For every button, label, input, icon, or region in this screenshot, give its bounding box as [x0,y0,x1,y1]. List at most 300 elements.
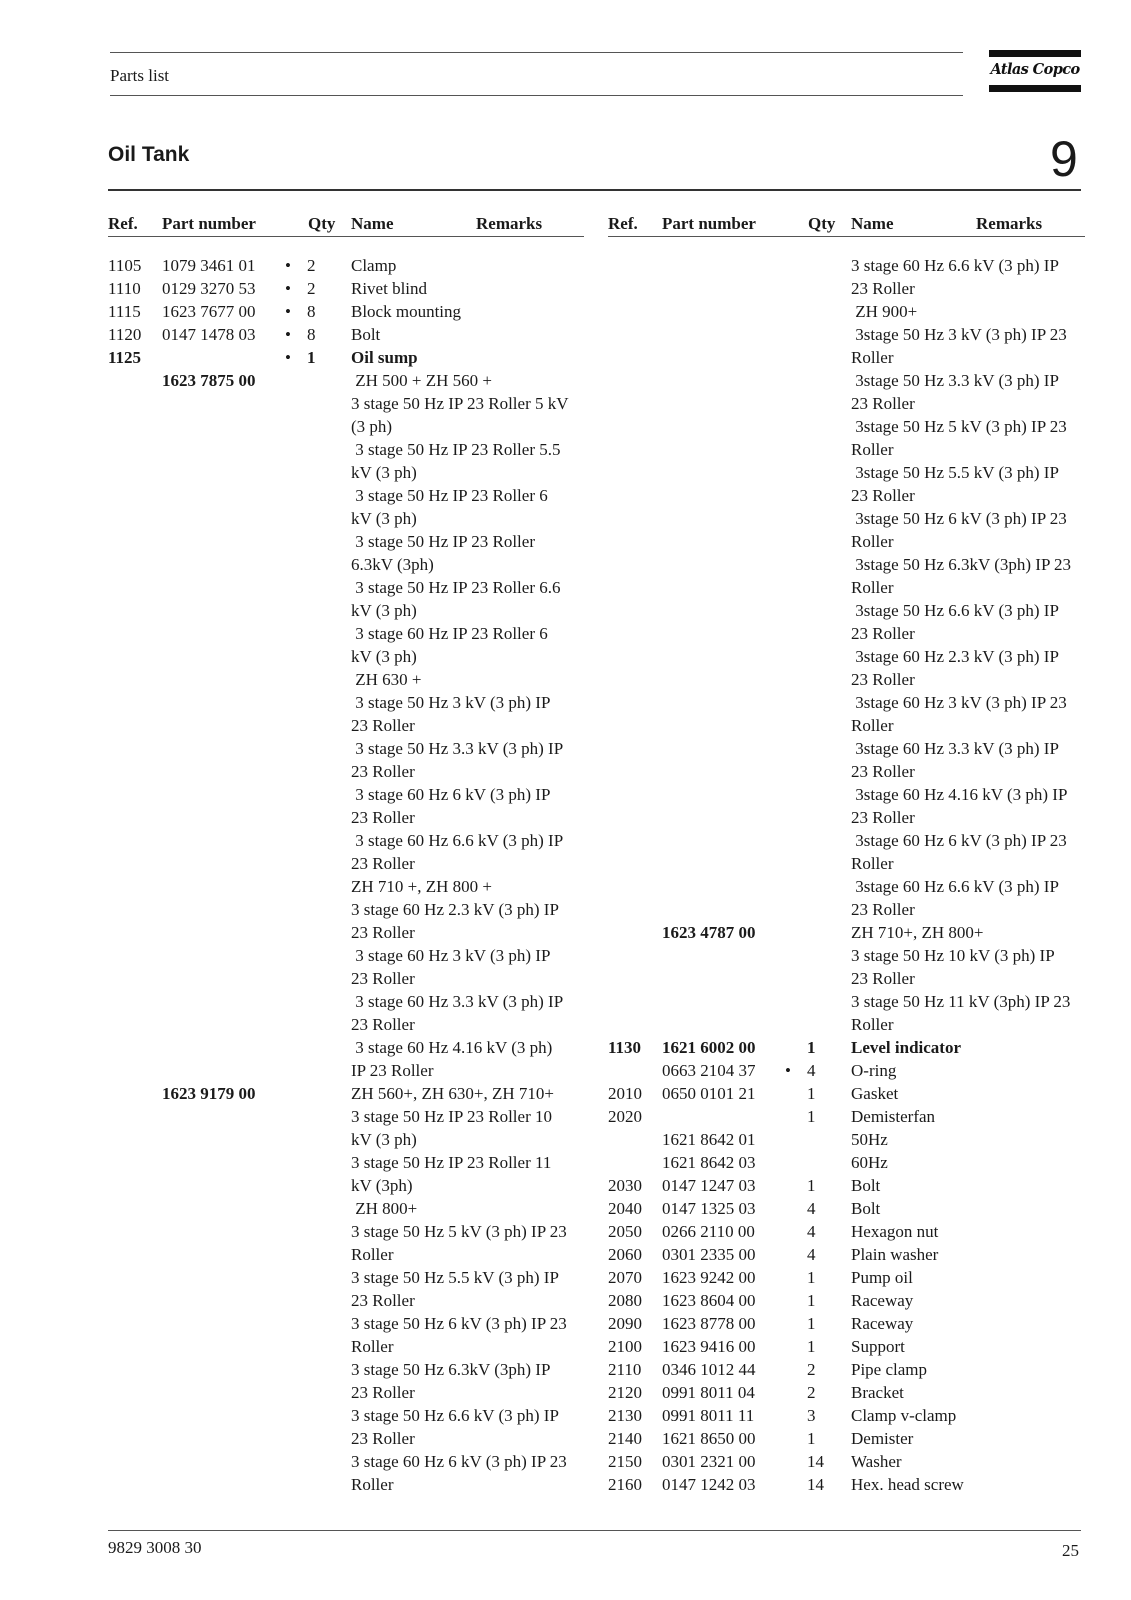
table-row [108,668,598,691]
right-header-name: Name [851,214,894,233]
bullet-cell: • [785,1061,791,1080]
table-row [108,254,598,277]
name-cell: Hex. head screw [851,1475,964,1494]
name-cell: Clamp [351,256,397,275]
ref-cell: 2100 [608,1337,642,1356]
ref-cell: 1105 [108,256,142,275]
name-cell: Bolt [851,1199,881,1218]
name-cell: 3 stage 60 Hz 6 kV (3 ph) IP [351,785,551,804]
table-row [608,1427,1098,1450]
table-row [608,415,1098,438]
table-row [108,1174,598,1197]
table-row [608,346,1098,369]
name-cell: 3stage 50 Hz 6 kV (3 ph) IP 23 [851,509,1067,528]
name-cell: 23 Roller [351,1429,415,1448]
name-cell: 3 stage 50 Hz 5 kV (3 ph) IP 23 [351,1222,567,1241]
table-row [608,829,1098,852]
name-cell: Roller [851,532,894,551]
bullet-cell: • [285,325,291,344]
table-row [108,484,598,507]
table-row [108,300,598,323]
table-row [108,415,598,438]
bullet-cell: • [285,279,291,298]
name-cell: 3 stage 60 Hz IP 23 Roller 6 [351,624,548,643]
name-cell: 3stage 50 Hz 3.3 kV (3 ph) IP [851,371,1059,390]
part-number-cell: 1623 9179 00 [162,1084,256,1103]
ref-cell: 2070 [608,1268,642,1287]
name-cell: 23 Roller [851,900,915,919]
name-cell: kV (3ph) [351,1176,413,1195]
name-cell: 3stage 60 Hz 3.3 kV (3 ph) IP [851,739,1059,758]
table-row [608,1312,1098,1335]
name-cell: 3 stage 50 Hz 6 kV (3 ph) IP 23 [351,1314,567,1333]
qty-cell: 14 [807,1452,824,1471]
part-number-cell: 0147 1242 03 [662,1475,756,1494]
name-cell: 23 Roller [851,624,915,643]
name-cell: 3stage 50 Hz 6.6 kV (3 ph) IP [851,601,1059,620]
table-row [608,714,1098,737]
name-cell: 23 Roller [351,969,415,988]
part-number-cell: 1621 8650 00 [662,1429,756,1448]
table-row [608,1220,1098,1243]
left-header-name: Name [351,214,394,233]
part-number-cell: 0346 1012 44 [662,1360,756,1379]
name-cell: Raceway [851,1314,914,1333]
table-row [108,1427,598,1450]
ref-cell: 2080 [608,1291,642,1310]
table-row [608,438,1098,461]
qty-cell: 8 [307,302,316,321]
table-row [608,645,1098,668]
name-cell: Pump oil [851,1268,913,1287]
header-section-label: Parts list [110,66,170,85]
qty-cell: 1 [807,1084,816,1103]
name-cell: 3stage 60 Hz 4.16 kV (3 ph) IP [851,785,1068,804]
ref-cell: 2010 [608,1084,642,1103]
name-cell: ZH 500 + ZH 560 + [351,371,492,390]
name-cell: 23 Roller [851,486,915,505]
table-row [608,990,1098,1013]
ref-cell: 2140 [608,1429,642,1448]
qty-cell: 1 [807,1314,816,1333]
table-row [608,369,1098,392]
qty-cell: 2 [307,279,316,298]
name-cell: 23 Roller [351,854,415,873]
qty-cell: 2 [807,1360,816,1379]
table-row [608,1174,1098,1197]
name-cell: 3 stage 60 Hz 3.3 kV (3 ph) IP [351,992,564,1011]
qty-cell: 4 [807,1061,816,1080]
name-cell: Washer [851,1452,902,1471]
name-cell: 60Hz [851,1153,888,1172]
table-row [108,1381,598,1404]
name-cell: Plain washer [851,1245,939,1264]
table-row [108,1220,598,1243]
name-cell: Bolt [351,325,381,344]
qty-cell: 2 [307,256,316,275]
name-cell: ZH 900+ [851,302,918,321]
name-cell: 23 Roller [351,808,415,827]
name-cell: 3stage 60 Hz 2.3 kV (3 ph) IP [851,647,1059,666]
left-header-qty: Qty [308,214,336,233]
table-row [608,1450,1098,1473]
name-cell: 3 stage 50 Hz IP 23 Roller 6.6 [351,578,561,597]
name-cell: Bracket [851,1383,904,1402]
name-cell: 23 Roller [351,762,415,781]
part-number-cell: 1621 8642 03 [662,1153,756,1172]
name-cell: 3 stage 60 Hz 4.16 kV (3 ph) [351,1038,553,1057]
bullet-cell: • [285,348,291,367]
name-cell: Bolt [851,1176,881,1195]
name-cell: Oil sump [351,348,418,367]
table-row [608,254,1098,277]
table-row [108,576,598,599]
table-row [608,622,1098,645]
table-row [108,1358,598,1381]
table-row [608,1082,1098,1105]
part-number-cell: 0147 1478 03 [162,325,256,344]
table-row [608,530,1098,553]
table-row [108,829,598,852]
name-cell: Roller [851,716,894,735]
part-number-cell: 1623 7875 00 [162,371,256,390]
table-row [608,806,1098,829]
name-cell: 3 stage 50 Hz IP 23 Roller 5.5 [351,440,561,459]
brand-logo [989,50,1081,94]
table-row [608,1335,1098,1358]
name-cell: Roller [351,1337,394,1356]
table-row [108,438,598,461]
part-number-cell: 0129 3270 53 [162,279,256,298]
table-row [108,1128,598,1151]
ref-cell: 2110 [608,1360,642,1379]
name-cell: 3 stage 50 Hz IP 23 Roller 11 [351,1153,552,1172]
part-number-cell: 1621 6002 00 [662,1038,756,1057]
ref-cell: 1125 [108,348,142,367]
table-row [108,1036,598,1059]
name-cell: 3stage 50 Hz 5.5 kV (3 ph) IP [851,463,1059,482]
table-row [608,1243,1098,1266]
table-row [608,783,1098,806]
part-number-cell: 0991 8011 11 [662,1406,755,1425]
ref-cell: 1115 [108,302,141,321]
name-cell: kV (3 ph) [351,647,417,666]
name-cell: Block mounting [351,302,462,321]
name-cell: IP 23 Roller [351,1061,434,1080]
table-row [108,944,598,967]
qty-cell: 1 [807,1291,816,1310]
part-number-cell: 0266 2110 00 [662,1222,755,1241]
bullet-cell: • [285,302,291,321]
title-rule [108,189,1081,191]
name-cell: 23 Roller [851,279,915,298]
name-cell: 3 stage 50 Hz 6.6 kV (3 ph) IP [351,1406,559,1425]
ref-cell: 2120 [608,1383,642,1402]
table-row [108,530,598,553]
header-top-rule [110,52,963,53]
name-cell: kV (3 ph) [351,1130,417,1149]
part-number-cell: 1623 9416 00 [662,1337,756,1356]
table-row [608,323,1098,346]
name-cell: kV (3 ph) [351,601,417,620]
left-header-ref: Ref. [108,214,138,233]
table-row [608,944,1098,967]
name-cell: 3stage 60 Hz 6.6 kV (3 ph) IP [851,877,1059,896]
table-row [608,300,1098,323]
ref-cell: 2040 [608,1199,642,1218]
table-row [608,1128,1098,1151]
name-cell: 3stage 50 Hz 5 kV (3 ph) IP 23 [851,417,1067,436]
chapter-number: 9 [1050,131,1078,187]
name-cell: 3stage 60 Hz 3 kV (3 ph) IP 23 [851,693,1067,712]
table-row [608,553,1098,576]
footer-rule [108,1530,1081,1531]
table-row [108,1197,598,1220]
table-row [608,461,1098,484]
left-header-part-number: Part number [162,214,256,233]
part-number-cell: 1621 8642 01 [662,1130,756,1149]
ref-cell: 2150 [608,1452,642,1471]
header-bottom-rule [110,95,963,96]
table-row [108,852,598,875]
table-row [108,760,598,783]
name-cell: 3 stage 50 Hz 3.3 kV (3 ph) IP [351,739,564,758]
table-row [108,1450,598,1473]
name-cell: 3 stage 60 Hz 2.3 kV (3 ph) IP [351,900,559,919]
name-cell: Hexagon nut [851,1222,939,1241]
table-row [608,1358,1098,1381]
table-row [608,760,1098,783]
ref-cell: 1120 [108,325,142,344]
qty-cell: 1 [807,1429,816,1448]
name-cell: Clamp v-clamp [851,1406,957,1425]
name-cell: 3 stage 60 Hz 3 kV (3 ph) IP [351,946,551,965]
part-number-cell: 1079 3461 01 [162,256,256,275]
table-row [108,1059,598,1082]
name-cell: 23 Roller [851,762,915,781]
part-number-cell: 0991 8011 04 [662,1383,755,1402]
qty-cell: 14 [807,1475,824,1494]
part-number-cell: 0147 1247 03 [662,1176,756,1195]
table-row [108,277,598,300]
table-row [608,1036,1098,1059]
name-cell: kV (3 ph) [351,509,417,528]
name-cell: 23 Roller [851,969,915,988]
name-cell: Roller [351,1245,394,1264]
bullet-cell: • [285,256,291,275]
part-number-cell: 1623 8604 00 [662,1291,756,1310]
table-row [108,392,598,415]
table-row [608,599,1098,622]
table-row [108,875,598,898]
name-cell: Pipe clamp [851,1360,928,1379]
qty-cell: 2 [807,1383,816,1402]
table-row [608,668,1098,691]
right-header-rule [608,236,1085,237]
ref-cell: 2050 [608,1222,642,1241]
table-row [108,783,598,806]
table-row [608,576,1098,599]
qty-cell: 4 [807,1245,816,1264]
part-number-cell: 0301 2335 00 [662,1245,756,1264]
name-cell: Gasket [851,1084,899,1103]
ref-cell: 2130 [608,1406,642,1425]
right-header-remarks: Remarks [976,214,1043,233]
right-header-qty: Qty [808,214,836,233]
table-row [108,714,598,737]
name-cell: 3 stage 50 Hz 10 kV (3 ph) IP [851,946,1055,965]
name-cell: Roller [851,440,894,459]
table-row [608,737,1098,760]
table-row [608,691,1098,714]
name-cell: ZH 560+, ZH 630+, ZH 710+ [351,1084,554,1103]
table-row [608,1197,1098,1220]
name-cell: 23 Roller [851,808,915,827]
table-row [608,898,1098,921]
qty-cell: 1 [807,1107,816,1126]
table-row [608,507,1098,530]
name-cell: Roller [851,1015,894,1034]
part-number-cell: 1623 7677 00 [162,302,256,321]
name-cell: kV (3 ph) [351,463,417,482]
name-cell: ZH 630 + [351,670,422,689]
table-row [108,1312,598,1335]
table-row [108,507,598,530]
table-row [108,1105,598,1128]
name-cell: 3 stage 50 Hz 11 kV (3ph) IP 23 [851,992,1071,1011]
table-row [108,1335,598,1358]
name-cell: Demister [851,1429,914,1448]
table-row [108,806,598,829]
name-cell: 23 Roller [351,1015,415,1034]
table-row [108,461,598,484]
table-row [108,346,598,369]
footer-page-number: 25 [1062,1541,1079,1560]
footer-doc-number: 9829 3008 30 [108,1538,202,1557]
part-number-cell: 0663 2104 37 [662,1061,756,1080]
table-row [108,553,598,576]
qty-cell: 4 [807,1222,816,1241]
qty-cell: 3 [807,1406,816,1425]
table-row [108,599,598,622]
name-cell: 50Hz [851,1130,888,1149]
part-number-cell: 0650 0101 21 [662,1084,756,1103]
logo-bottom-bar [989,85,1081,92]
name-cell: Rivet blind [351,279,428,298]
right-header-ref: Ref. [608,214,638,233]
logo-top-bar [989,50,1081,57]
name-cell: Roller [851,854,894,873]
name-cell: Roller [851,348,894,367]
ref-cell: 1130 [608,1038,642,1057]
name-cell: 3 stage 50 Hz 3 kV (3 ph) IP [351,693,551,712]
table-row [108,1404,598,1427]
part-number-cell: 0147 1325 03 [662,1199,756,1218]
table-row [108,921,598,944]
table-row [108,1243,598,1266]
name-cell: Demisterfan [851,1107,936,1126]
name-cell: 3 stage 60 Hz 6.6 kV (3 ph) IP [351,831,564,850]
name-cell: 23 Roller [351,1291,415,1310]
table-row [108,369,598,392]
name-cell: Support [851,1337,905,1356]
name-cell: 3 stage 50 Hz IP 23 Roller 5 kV [351,394,569,413]
table-row [608,392,1098,415]
name-cell: 3 stage 50 Hz IP 23 Roller 10 [351,1107,552,1126]
name-cell: 3stage 50 Hz 6.3kV (3ph) IP 23 [851,555,1072,574]
name-cell: ZH 800+ [351,1199,418,1218]
table-row [108,1289,598,1312]
ref-cell: 2030 [608,1176,642,1195]
ref-cell: 2090 [608,1314,642,1333]
name-cell: 3stage 50 Hz 3 kV (3 ph) IP 23 [851,325,1067,344]
ref-cell: 1110 [108,279,141,298]
table-row [108,622,598,645]
name-cell: Roller [351,1475,394,1494]
name-cell: 6.3kV (3ph) [351,555,434,574]
part-number-cell: 1623 8778 00 [662,1314,756,1333]
table-row [108,737,598,760]
name-cell: ZH 710 +, ZH 800 + [351,877,492,896]
table-row [108,645,598,668]
name-cell: Level indicator [851,1038,962,1057]
name-cell: 3 stage 50 Hz IP 23 Roller 6 [351,486,548,505]
page-title: Oil Tank [108,143,190,166]
qty-cell: 8 [307,325,316,344]
name-cell: O-ring [851,1061,897,1080]
logo-text: Atlas Copco [990,61,1080,78]
table-row [608,1266,1098,1289]
name-cell: 23 Roller [351,716,415,735]
qty-cell: 1 [307,348,316,367]
name-cell: 3 stage 50 Hz 6.3kV (3ph) IP [351,1360,551,1379]
table-row [108,1151,598,1174]
right-header-part-number: Part number [662,214,756,233]
table-row [608,852,1098,875]
table-row [108,898,598,921]
name-cell: 3stage 60 Hz 6 kV (3 ph) IP 23 [851,831,1067,850]
table-row [608,1404,1098,1427]
table-row [608,1151,1098,1174]
name-cell: 23 Roller [851,670,915,689]
table-row [108,990,598,1013]
table-row [108,967,598,990]
table-row [108,1473,598,1496]
qty-cell: 1 [807,1268,816,1287]
name-cell: ZH 710+, ZH 800+ [851,923,984,942]
name-cell: (3 ph) [351,417,393,436]
name-cell: 23 Roller [351,1383,415,1402]
table-row [108,1013,598,1036]
table-row [108,323,598,346]
ref-cell: 2160 [608,1475,642,1494]
table-row [608,967,1098,990]
table-row [108,1082,598,1105]
table-row [108,691,598,714]
table-row [608,1013,1098,1036]
table-row [608,1381,1098,1404]
name-cell: 3 stage 50 Hz IP 23 Roller [351,532,535,551]
name-cell: Roller [851,578,894,597]
table-row [608,1473,1098,1496]
name-cell: 23 Roller [851,394,915,413]
table-row [608,921,1098,944]
name-cell: 3 stage 60 Hz 6 kV (3 ph) IP 23 [351,1452,567,1471]
table-row [608,484,1098,507]
left-header-rule [108,236,584,237]
qty-cell: 1 [807,1176,816,1195]
table-row [608,875,1098,898]
